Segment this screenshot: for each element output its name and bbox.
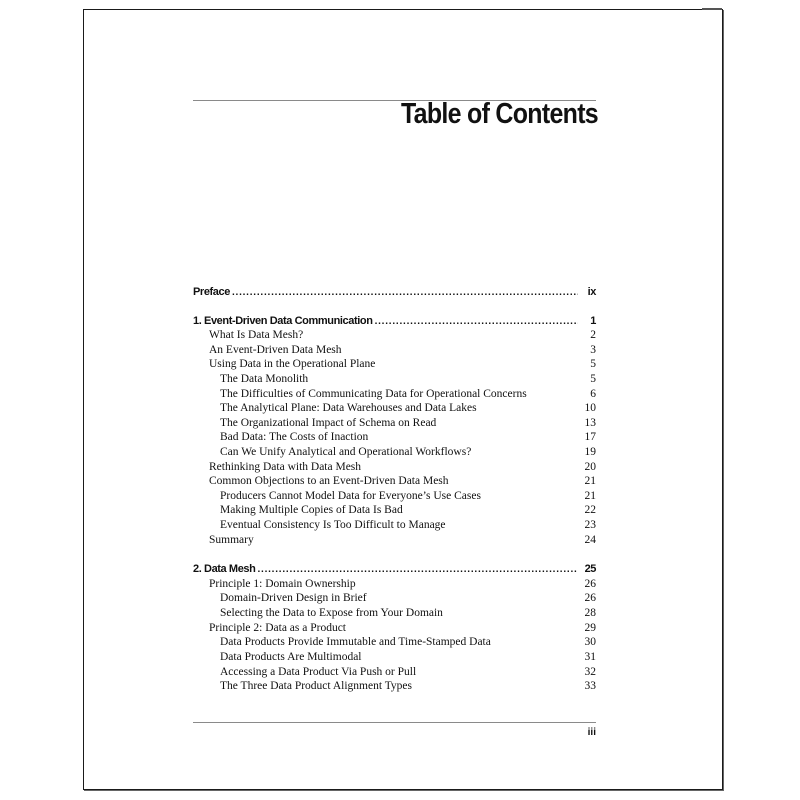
toc-page: 5 <box>590 373 596 385</box>
toc-label: The Data Monolith <box>220 373 309 385</box>
toc-page: 10 <box>584 402 596 414</box>
toc-entry[interactable] <box>220 666 598 680</box>
toc-entry-chapter-1[interactable] <box>193 315 598 329</box>
toc-label: An Event-Driven Data Mesh <box>209 344 342 356</box>
toc-entry[interactable] <box>220 446 598 460</box>
toc-page: 3 <box>590 344 596 356</box>
toc-page: 31 <box>584 651 596 663</box>
toc-label: Data Products Provide Immutable and Time-Stamped Data <box>220 636 491 648</box>
toc-entry[interactable] <box>209 329 598 343</box>
toc-label: Accessing a Data Product Via Push or Pull <box>220 666 417 678</box>
toc-page: 13 <box>584 417 596 429</box>
toc-label: Making Multiple Copies of Data Is Bad <box>220 504 403 516</box>
toc-entry-chapter-2[interactable] <box>193 563 598 577</box>
toc-entry[interactable] <box>220 651 598 665</box>
toc-entry[interactable] <box>209 475 598 489</box>
toc-label: Principle 1: Domain Ownership <box>209 578 356 590</box>
toc-label: The Difficulties of Communicating Data for Operational Concerns <box>220 388 527 400</box>
toc-label: Data Products Are Multimodal <box>220 651 362 663</box>
toc-entry[interactable] <box>220 592 598 606</box>
toc-label: Rethinking Data with Data Mesh <box>209 461 362 473</box>
toc-page: 5 <box>590 358 596 370</box>
leader-dots <box>375 315 578 329</box>
bottom-rule <box>193 722 596 723</box>
toc-page: ix <box>587 286 596 298</box>
toc-entry[interactable] <box>220 373 598 387</box>
toc-label: Summary <box>209 534 254 546</box>
toc-page: 20 <box>584 461 596 473</box>
toc-label: Producers Cannot Model Data for Everyone’s Use Cases <box>220 490 481 502</box>
toc-page: 29 <box>584 622 596 634</box>
toc-label: What Is Data Mesh? <box>209 329 304 341</box>
toc-label: The Analytical Plane: Data Warehouses and Data Lakes <box>220 402 477 414</box>
toc-page: 32 <box>584 666 596 678</box>
toc-entry[interactable] <box>209 344 598 358</box>
page-number: iii <box>587 727 596 738</box>
toc-entry[interactable] <box>209 358 598 372</box>
toc-entry[interactable] <box>220 680 598 694</box>
toc-page: 25 <box>584 563 596 575</box>
toc-page: 2 <box>590 329 596 341</box>
toc-label: Selecting the Data to Expose from Your Domain <box>220 607 443 619</box>
toc-page: 6 <box>590 388 596 400</box>
toc-label: Preface <box>193 286 230 298</box>
toc-label: Domain-Driven Design in Brief <box>220 592 367 604</box>
toc-entry[interactable] <box>220 519 598 533</box>
toc-page: 21 <box>584 475 596 487</box>
toc-entry[interactable] <box>220 607 598 621</box>
toc-page: 33 <box>584 680 596 692</box>
page-corner-mark <box>702 8 722 10</box>
toc-label: 1. Event-Driven Data Communication <box>193 315 373 327</box>
toc-entry[interactable] <box>209 461 598 475</box>
toc-entry[interactable] <box>209 578 598 592</box>
toc-page: 28 <box>584 607 596 619</box>
toc-label: Principle 2: Data as a Product <box>209 622 347 634</box>
toc-label: The Organizational Impact of Schema on Read <box>220 417 437 429</box>
toc-entry[interactable] <box>220 504 598 518</box>
toc-page: 21 <box>584 490 596 502</box>
toc-page: 24 <box>584 534 596 546</box>
toc-label: Bad Data: The Costs of Inaction <box>220 431 369 443</box>
toc-label: Can We Unify Analytical and Operational Workflows? <box>220 446 472 458</box>
toc-page: 23 <box>584 519 596 531</box>
leader-dots <box>257 563 578 577</box>
toc-label: 2. Data Mesh <box>193 563 256 575</box>
toc-entry[interactable] <box>220 490 598 504</box>
toc-entry[interactable] <box>220 431 598 445</box>
toc-page: 26 <box>584 578 596 590</box>
toc-label: Common Objections to an Event-Driven Data Mesh <box>209 475 449 487</box>
toc-entry[interactable] <box>220 417 598 431</box>
leader-dots <box>232 286 578 300</box>
toc-page: 22 <box>584 504 596 516</box>
toc-entry[interactable] <box>209 622 598 636</box>
toc-page: 30 <box>584 636 596 648</box>
toc-entry-preface[interactable] <box>193 286 598 300</box>
page-title: Table of Contents <box>400 98 598 130</box>
toc-label: The Three Data Product Alignment Types <box>220 680 412 692</box>
toc-page: 17 <box>584 431 596 443</box>
toc-page: 26 <box>584 592 596 604</box>
toc-label: Eventual Consistency Is Too Difficult to Manage <box>220 519 446 531</box>
toc-entry[interactable] <box>220 388 598 402</box>
toc-entry[interactable] <box>220 402 598 416</box>
toc-entry[interactable] <box>220 636 598 650</box>
toc-label: Using Data in the Operational Plane <box>209 358 376 370</box>
toc-entry[interactable] <box>209 534 598 548</box>
toc-page: 19 <box>584 446 596 458</box>
toc-page: 1 <box>590 315 596 327</box>
